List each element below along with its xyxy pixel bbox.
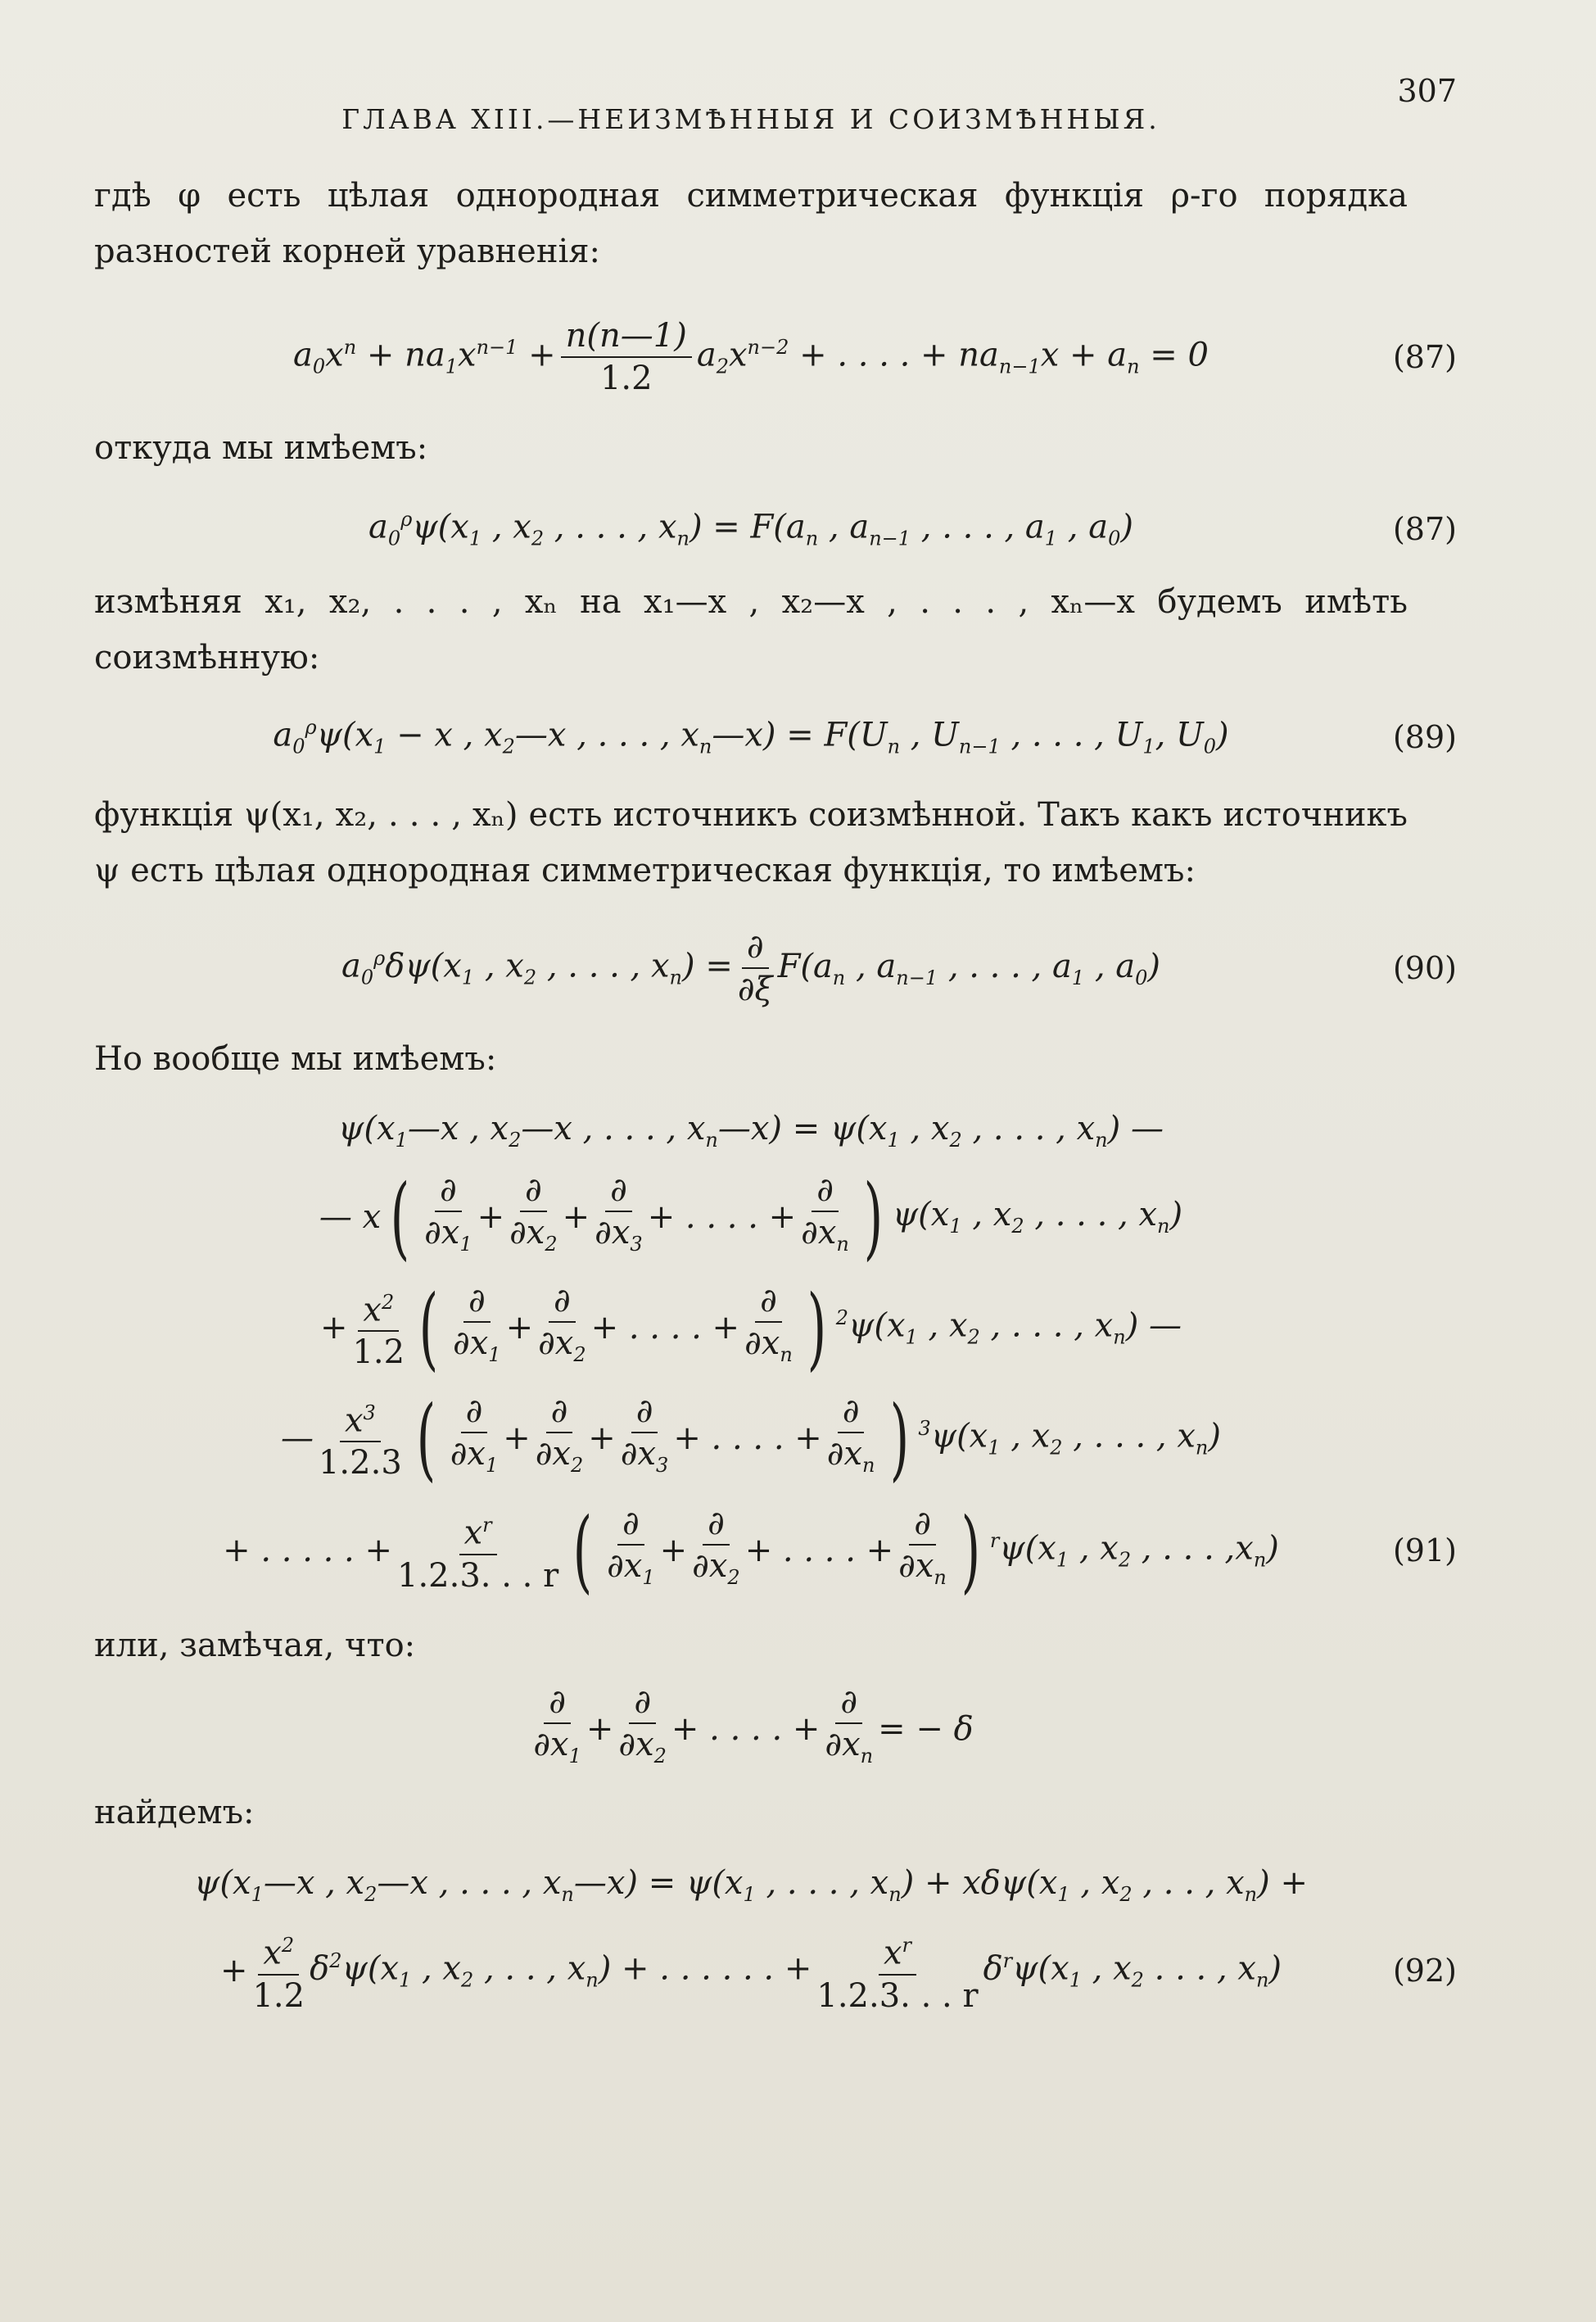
equation-87a: $a_0x^n + na_1x^{n-1}$ + $\frac{n(n—1)}{1.2}$ $a_2x^{n-2}$ + . . . . + $na_{n-1}x + a_n = 0$ (87) <box>293 317 1457 397</box>
equation-89: $a_0^\rho\psi(x_1 - x$ , $x_2—x$ , . . . , $x_n—x) = F(U_n$ , $U_{n-1}$ , . . . , $U_1$, $U_0$) (89) <box>273 716 1457 758</box>
paragraph-3: измѣняя x₁, x₂, . . . , xₙ на x₁—x , x₂—x , . . . , xₙ—x будемъ имѣть соизмѣнную: <box>94 583 1408 677</box>
equation-number: (92) <box>1392 1953 1457 1989</box>
paragraph-4: функція ψ(x₁, x₂, . . . , xₙ) есть источникъ соизмѣнной. Такъ какъ источникъ ψ есть цѣлая однородная симметрическая функція, то имѣемъ: <box>94 796 1408 889</box>
equation-number: (87) <box>1392 339 1457 375</box>
equation-91-line-5: + . . . . . + $\frac{x^r}{1.2.3. . . r}$ ( $\frac{\partial}{\partial x_1}$ + $\frac{\partial}{\partial x_2}$ + . . . . + $\frac{\partial}{\partial x_n}$ ) $^r\psi(x_1$ , $x_2$ , . . . $,x_n$) (91) <box>223 1498 1457 1603</box>
paragraph-2: откуда мы имѣемъ: <box>94 429 428 467</box>
equation-number: (87) <box>1392 511 1457 547</box>
equation-91-line-4: — $\frac{x^3}{1.2.3}$ ( $\frac{\partial}{\partial x_1}$ + $\frac{\partial}{\partial x_2}$ + $\frac{\partial}{\partial x_3}$ + . . . . + $\frac{\partial}{\partial x_n}$ ) $^3\psi(x_1$ , $x_2$ , . . . , $x_n$) <box>280 1385 1221 1491</box>
equation-number: (89) <box>1392 719 1457 755</box>
equation-number: (91) <box>1392 1532 1457 1568</box>
paragraph-7: найдемъ: <box>94 1794 255 1831</box>
equation-92-line-2: + $\frac{x^2}{1.2}$ $\delta^2\psi(x_1$ , $x_2$ , . . , $x_n$) + . . . . . . + $\frac{x^r}{1.2.3. . . r}$ $\delta^r\psi(x_1$ , $x_2$ . . . , $x_n$) (92) <box>94 1917 1408 2024</box>
equation-number: (90) <box>1392 950 1457 986</box>
equation-90: $a_0^\rho\delta\psi(x_1$ , $x_2$ , . . . , $x_n$) = $\frac{\partial}{\partial\xi}$ $F(a_n$ , $a_{n-1}$ , . . . , $a_1$ , $a_0$) (90) <box>341 928 1457 1008</box>
equation-91-line-2: — x ( $\frac{\partial}{\partial x_1}$ + $\frac{\partial}{\partial x_2}$ + $\frac{\partial}{\partial x_3}$ + . . . . + $\frac{\partial}{\partial x_n}$ ) $\psi(x_1$ , $x_2$ , . . . , $x_n$) <box>319 1164 1183 1270</box>
chapter-title: ГЛАВА XIII.—НЕИЗМѢННЫЯ И СОИЗМѢННЫЯ. <box>341 103 1160 135</box>
equation-92-line-1: $\psi(x_1—x$ , $x_2—x$ , . . . , $x_n—x) = \psi(x_1$ , . . . , $x_n) + x\delta\psi(x_1$ , $x_2$ , . . , $x_n$) + <box>194 1863 1308 1906</box>
paragraph-6: или, замѣчая, что: <box>94 1627 416 1664</box>
page-number: 307 <box>1397 73 1457 109</box>
running-header <box>94 73 1457 135</box>
paragraph-1: гдѣ φ есть цѣлая однородная симметрическая функція ρ-го порядка разностей корней уравненія: <box>94 177 1408 270</box>
paragraph-5: Но вообще мы имѣемъ: <box>94 1040 497 1078</box>
equation-91-line-3: + $\frac{x^2}{1.2}$ ( $\frac{\partial}{\partial x_1}$ + $\frac{\partial}{\partial x_2}$ + . . . . + $\frac{\partial}{\partial x_n}$ ) $^2\psi(x_1$ , $x_2$ , . . . , $x_n$) — <box>319 1274 1182 1380</box>
equation-87b: $a_0^\rho\psi(x_1$ , $x_2$ , . . . , $x_n) = F(a_n$ , $a_{n-1}$ , . . . , $a_1$ , $a_0$) (87) <box>368 508 1457 550</box>
equation-sum-derivatives: $\frac{\partial}{\partial x_1}$ + $\frac{\partial}{\partial x_2}$ + . . . . + $\frac{\partial}{\partial x_n}$ = − δ <box>533 1683 974 1768</box>
equation-91-block <box>94 1100 1457 1608</box>
equation-91-line-1: $\psi(x_1—x$ , $x_2—x$ , . . . , $x_n—x) = \psi(x_1$ , $x_2$ , . . . , $x_n$) — <box>338 1110 1164 1152</box>
